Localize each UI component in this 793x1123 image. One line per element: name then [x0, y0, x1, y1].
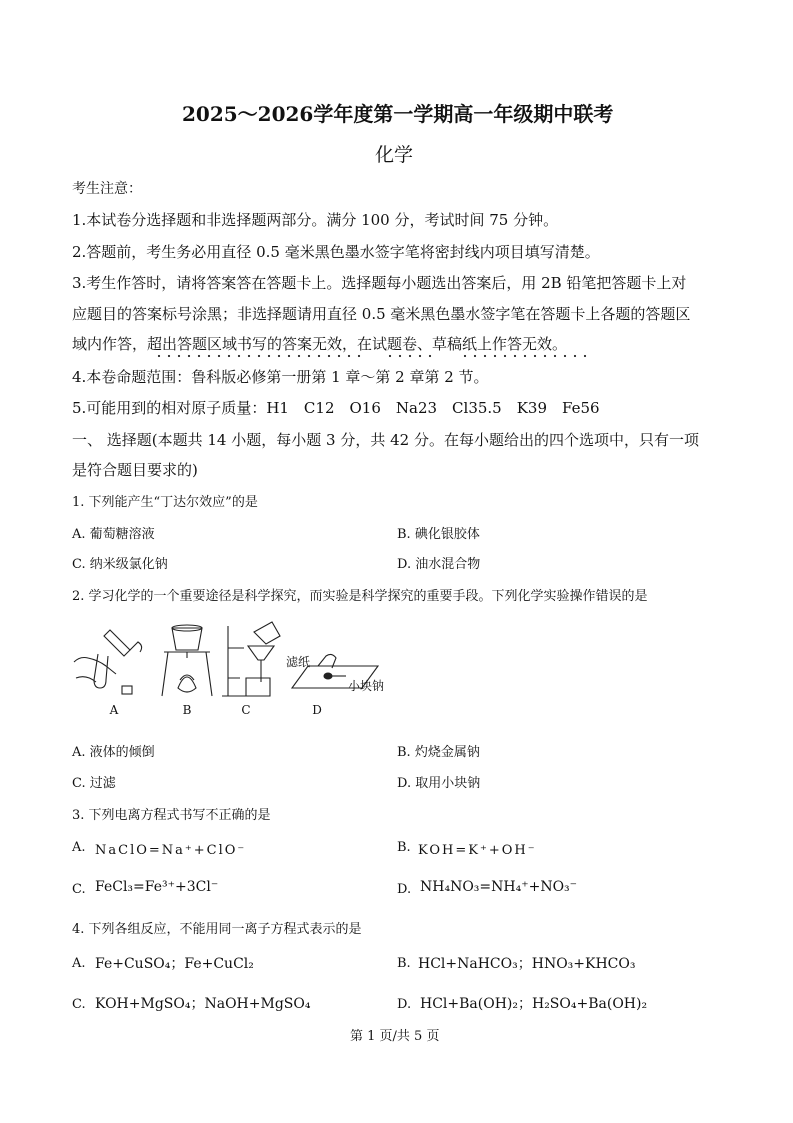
- question-2-stem: 2. 学习化学的一个重要途径是科学探究，而实验是科学探究的重要手段。下列化学实验操作错误的是: [72, 589, 648, 604]
- section-1-line-2: 是符合题目要求的): [72, 461, 198, 479]
- question-1-option-a: A. 葡萄糖溶液: [72, 527, 155, 542]
- question-4-option-b-formula: HCl+NaHCO₃；HNO₃+KHCO₃: [418, 956, 636, 972]
- section-1-line-1: 一、 选择题(本题共 14 小题，每小题 3 分，共 42 分。在每小题给出的四个选项中，只有一项: [72, 431, 699, 449]
- figure-text-sodium: 小块钠: [348, 679, 385, 693]
- question-3-option-d-formula: NH₄NO₃=NH₄⁺+NO₃⁻: [420, 879, 578, 895]
- question-4-option-b-label: B.: [397, 956, 411, 971]
- notice-item-3-line-3: 域内作答，超出答题区域书写的答案无效，在试题卷、草稿纸上作答无效。: [72, 335, 568, 353]
- question-3-option-a-formula: NaClO=Na⁺+ClO⁻: [95, 843, 247, 858]
- question-1-option-c: C. 纳米级氯化钠: [72, 557, 168, 572]
- heating-crucible-icon: [162, 625, 212, 696]
- figure-label-c: C: [241, 703, 251, 717]
- notice-item-1: 1.本试卷分选择题和非选择题两部分。满分 100 分，考试时间 75 分钟。: [72, 211, 559, 229]
- notice-heading: 考生注意：: [72, 181, 142, 197]
- notice-item-4: 4.本卷命题范围：鲁科版必修第一册第 1 章～第 2 章第 2 节。: [72, 368, 489, 386]
- subject-title: 化学: [375, 144, 414, 166]
- question-4-option-c-formula: KOH+MgSO₄；NaOH+MgSO₄: [95, 996, 311, 1012]
- page-number: 第 1 页/共 5 页: [350, 1029, 440, 1044]
- notice-item-5: 5.可能用到的相对原子质量：H1 C12 O16 Na23 Cl35.5 K39 Fe56: [72, 399, 600, 417]
- notice-item-3-line-2: 应题目的答案标号涂黑；非选择题请用直径 0.5 毫米黑色墨水签字笔在答题卡上各题的答题区: [72, 305, 691, 323]
- question-3-option-b-label: B.: [397, 840, 411, 855]
- figure-text-filter-paper: 滤纸: [286, 655, 311, 669]
- question-2-option-b: B. 灼烧金属钠: [397, 745, 480, 760]
- question-2-option-c: C. 过滤: [72, 776, 116, 791]
- emphasis-dots: [154, 354, 364, 358]
- emphasis-dots: [460, 354, 590, 358]
- lab-apparatus-figure: [70, 618, 400, 722]
- question-1-option-d: D. 油水混合物: [397, 557, 481, 572]
- question-4-option-d-label: D.: [397, 997, 412, 1012]
- notice-item-3-line-1: 3.考生作答时，请将答案答在答题卡上。选择题每小题选出答案后，用 2B 铅笔把答题卡上对: [72, 274, 687, 292]
- question-1-option-b: B. 碘化银胶体: [397, 527, 480, 542]
- question-3-option-c-formula: FeCl₃=Fe³⁺+3Cl⁻: [95, 879, 219, 895]
- question-2-option-a: A. 液体的倾倒: [72, 745, 155, 760]
- figure-label-d: D: [312, 703, 322, 717]
- question-3-option-b-formula: KOH=K⁺+OH⁻: [418, 843, 537, 858]
- exam-title: 2025～2026学年度第一学期高一年级期中联考: [182, 102, 614, 126]
- emphasis-dots: [385, 354, 435, 358]
- question-2-option-d: D. 取用小块钠: [397, 776, 481, 791]
- figure-label-a: A: [109, 703, 119, 717]
- question-4-option-d-formula: HCl+Ba(OH)₂；H₂SO₄+Ba(OH)₂: [420, 996, 648, 1012]
- question-4-option-a-label: A.: [72, 956, 86, 971]
- question-3-option-c-label: C.: [72, 882, 86, 897]
- question-4-option-a-formula: Fe+CuSO₄；Fe+CuCl₂: [95, 956, 254, 972]
- filtration-setup-icon: [222, 622, 280, 696]
- question-3-stem: 3. 下列电离方程式书写不正确的是: [72, 808, 271, 823]
- question-3-option-d-label: D.: [397, 882, 412, 897]
- question-4-stem: 4. 下列各组反应，不能用同一离子方程式表示的是: [72, 922, 362, 937]
- figure-label-b: B: [182, 703, 192, 717]
- question-1-stem: 1. 下列能产生“丁达尔效应”的是: [72, 495, 258, 510]
- question-4-option-c-label: C.: [72, 997, 86, 1012]
- pouring-liquid-icon: [74, 630, 142, 694]
- notice-item-2: 2.答题前，考生务必用直径 0.5 毫米黑色墨水签字笔将密封线内项目填写清楚。: [72, 243, 600, 261]
- question-3-option-a-label: A.: [72, 840, 86, 855]
